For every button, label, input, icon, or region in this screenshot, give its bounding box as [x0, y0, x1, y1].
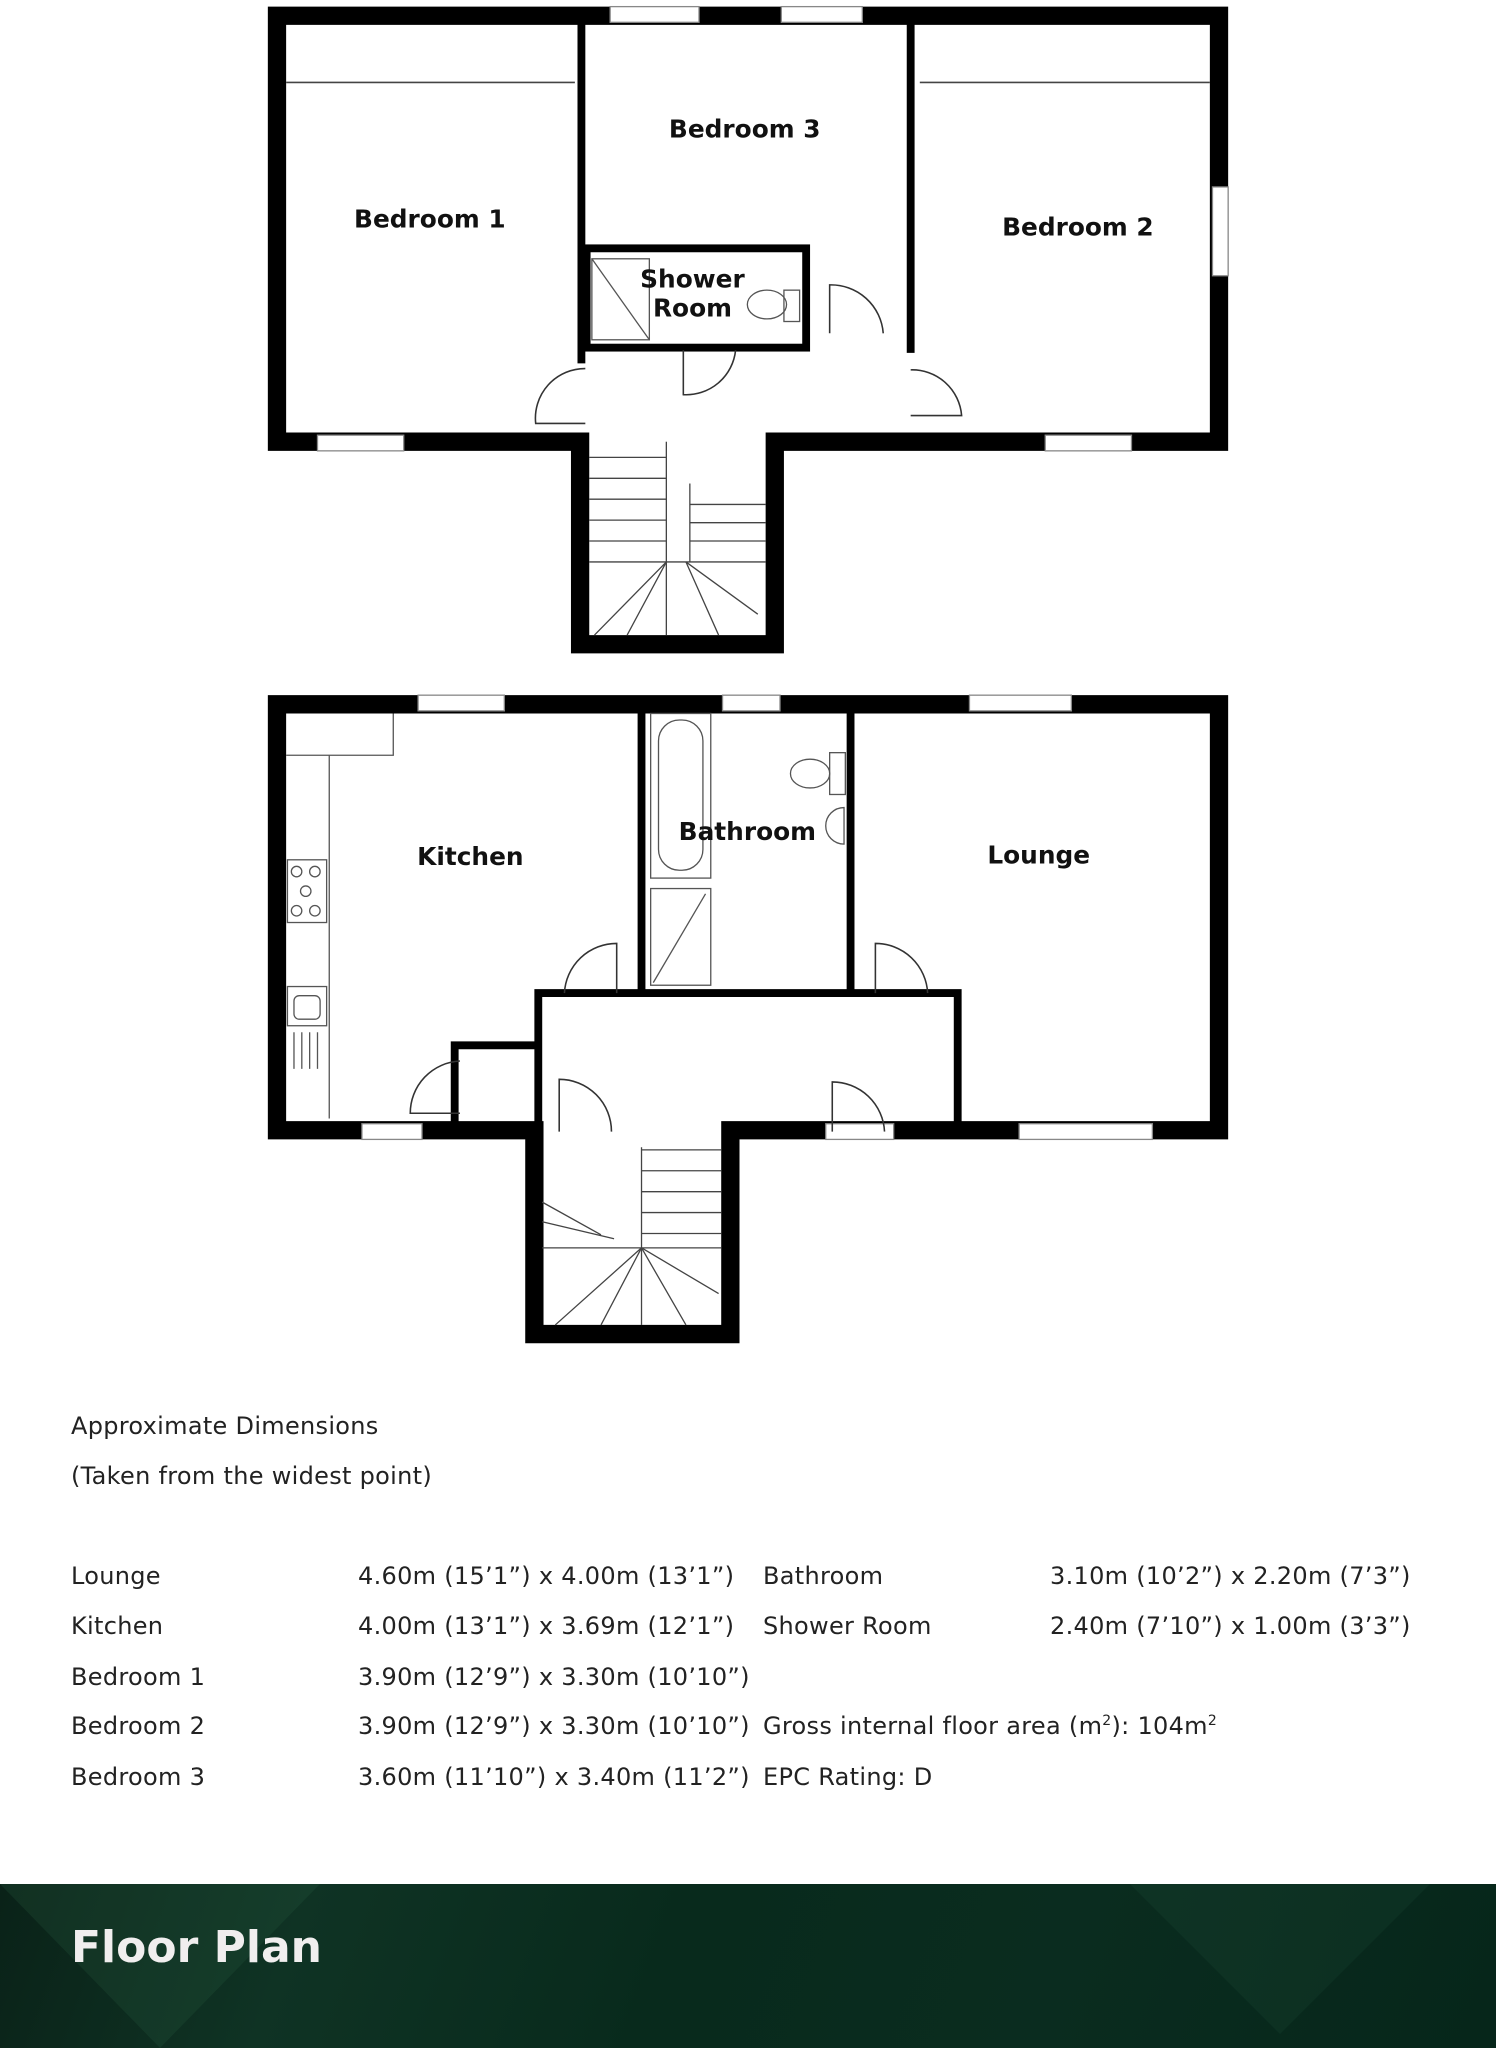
room-label-shower-room-line2: Room	[652, 293, 733, 323]
dimensions-subheading: (Taken from the widest point)	[71, 1462, 433, 1490]
dim-room-name: Shower Room	[763, 1612, 932, 1640]
room-label-lounge: Lounge	[987, 840, 1091, 870]
dim-room-name: Lounge	[71, 1562, 161, 1590]
gross-internal-floor-area	[763, 1712, 1217, 1740]
decorative-triangle	[1130, 1884, 1430, 2034]
dim-room-name: Bedroom 3	[71, 1763, 206, 1791]
dim-room-size: 3.60m (11’10”) x 3.40m (11’2”)	[358, 1763, 750, 1791]
room-label-kitchen: Kitchen	[417, 842, 524, 872]
gross-area-label: Gross internal floor area (m	[763, 1712, 1103, 1740]
upper-room-labels	[354, 114, 1154, 322]
gross-area-sup: 2	[1102, 1713, 1112, 1729]
ground-outer-wall	[277, 704, 1219, 1334]
dim-room-size: 3.90m (12’9”) x 3.30m (10’10”)	[358, 1712, 750, 1740]
epc-rating: EPC Rating: D	[763, 1763, 933, 1791]
dim-room-size: 4.60m (15’1”) x 4.00m (13’1”)	[358, 1562, 735, 1590]
footer-banner	[0, 1884, 1496, 2048]
ground-room-labels	[417, 817, 1090, 871]
ground-floor	[277, 695, 1219, 1334]
dim-room-size: 2.40m (7’10”) x 1.00m (3’3”)	[1050, 1612, 1411, 1640]
dim-room-name: Kitchen	[71, 1612, 164, 1640]
room-label-bathroom: Bathroom	[678, 817, 817, 847]
gross-area-value: ): 104m	[1111, 1712, 1208, 1740]
upper-floor	[277, 7, 1228, 645]
dim-room-name: Bathroom	[763, 1562, 884, 1590]
dim-room-size: 4.00m (13’1”) x 3.69m (12’1”)	[358, 1612, 735, 1640]
upper-outer-wall	[277, 16, 1219, 644]
dimensions-heading: Approximate Dimensions	[71, 1412, 379, 1440]
dim-room-size: 3.10m (10’2”) x 2.20m (7’3”)	[1050, 1562, 1411, 1590]
dim-room-size: 3.90m (12’9”) x 3.30m (10’10”)	[358, 1663, 750, 1691]
room-label-shower-room-line1: Shower	[640, 264, 745, 294]
room-label-bedroom-1: Bedroom 1	[354, 204, 506, 234]
dim-room-name: Bedroom 2	[71, 1712, 206, 1740]
room-label-bedroom-3: Bedroom 3	[668, 114, 821, 144]
gross-area-value-sup: 2	[1207, 1713, 1218, 1729]
room-label-bedroom-2: Bedroom 2	[1002, 212, 1154, 242]
footer-title: Floor Plan	[71, 1922, 322, 1973]
dim-room-name: Bedroom 1	[71, 1663, 206, 1691]
